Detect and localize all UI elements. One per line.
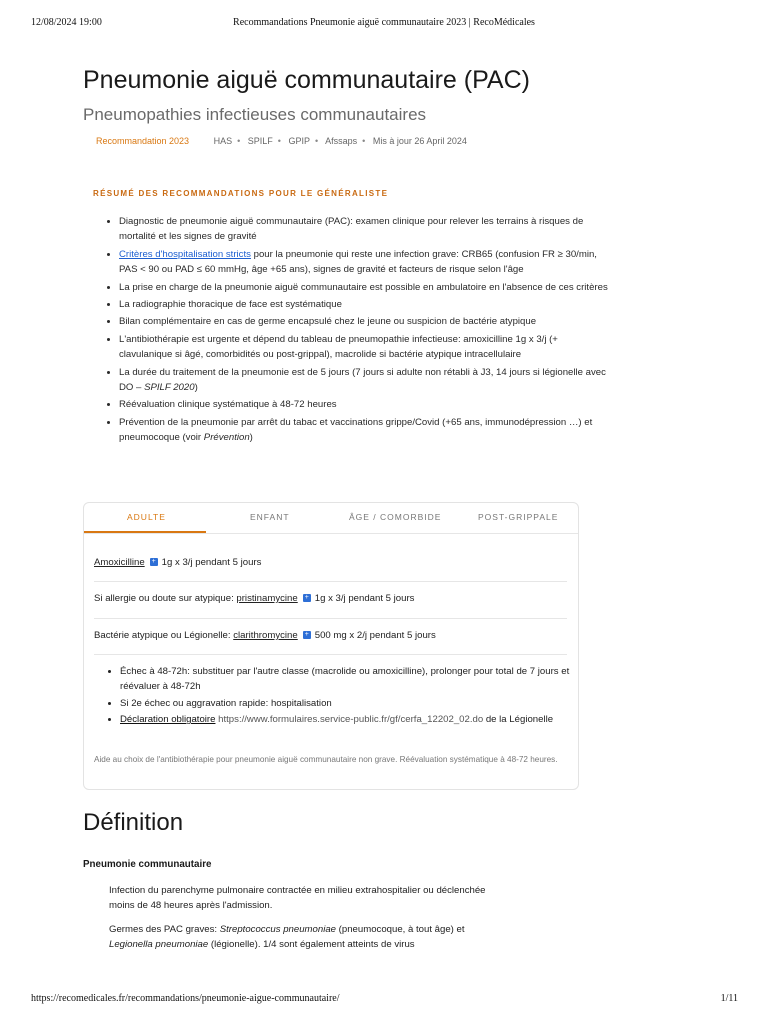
external-link-icon[interactable]: + xyxy=(304,631,309,639)
tab-post-grippale[interactable]: POST-GRIPPALE xyxy=(478,512,559,522)
declaration-link[interactable]: Déclaration obligatoire xyxy=(120,714,216,726)
tab-notes-list xyxy=(94,664,593,729)
divider xyxy=(94,581,567,582)
definition-germs-paragraph: Germes des PAC graves: Streptococcus pneumoniae (pneumocoque, à tout âge) et Legionella pneumoniae (légionelle). 1/4 sont également atteints de virus xyxy=(109,924,465,951)
list-item: • Prévention de la pneumonie par arrêt du tabac et vaccinations grippe/Covid (+65 ans, immunodépression …) et pneumocoque (voir Prévention) xyxy=(119,415,609,446)
source-gpip: GPIP xyxy=(288,136,310,146)
definition-term: Pneumonie communautaire xyxy=(83,859,212,870)
list-item: • Critères d'hospitalisation stricts pour la pneumonie qui reste une infection grave: CRB65 (confusion FR ≥ 30/min, PAS < 90 ou PAD ≤ 60 mmHg, âge +65 ans), signes de gravité et facteurs de risque selon l'âge xyxy=(119,247,609,278)
source-has: HAS xyxy=(213,136,233,146)
drug-link-amoxicilline[interactable]: Amoxicilline xyxy=(94,557,145,568)
updated-date: Mis à jour 26 April 2024 xyxy=(372,136,467,146)
summary-heading: RÉSUMÉ DES RECOMMANDATIONS POUR LE GÉNÉRALISTE xyxy=(93,189,389,198)
list-item: • Si 2e échec ou aggravation rapide: hospitalisation xyxy=(120,696,593,711)
list-item: • Échec à 48-72h: substituer par l'autre classe (macrolide ou amoxicilline), prolonger pour total de 7 jours et réévaluer à 48-72h xyxy=(120,664,593,695)
source-spilf: SPILF xyxy=(247,136,273,146)
list-item: • L'antibiothérapie est urgente et dépend du tableau de pneumopathie infectieuse: amoxicilline 1g x 3/j (+ clavulanique si âgé, comorbidités ou post-grippal), macrolide si bactérie atypique intracellulaire xyxy=(119,332,609,363)
page-number: 1/11 xyxy=(720,993,738,1004)
list-item: • Bilan complémentaire en cas de germe encapsulé chez le jeune ou suspicion de bactérie atypique xyxy=(119,314,609,329)
tab-bar xyxy=(84,503,578,534)
list-item: • La durée du traitement de la pneumonie est de 5 jours (7 jours si adulte non rétabli à J3, 14 jours si légionelle avec DO – SPILF 2020) xyxy=(119,365,609,396)
definition-paragraph: Infection du parenchyme pulmonaire contractée en milieu extrahospitalier ou déclenchée moins de 48 heures après l'admission. xyxy=(109,885,486,912)
section-heading-definition: Définition xyxy=(83,809,184,836)
list-item: • La prise en charge de la pneumonie aiguë communautaire est possible en ambulatoire en l'absence de ces critères xyxy=(119,280,609,295)
list-item: • La radiographie thoracique de face est systématique xyxy=(119,297,609,312)
print-header xyxy=(0,17,768,31)
divider xyxy=(94,654,567,655)
drug-link-pristinamycine[interactable]: pristinamycine xyxy=(236,593,298,604)
hospitalisation-criteria-link[interactable]: Critères d'hospitalisation stricts xyxy=(119,248,251,260)
active-tab-indicator xyxy=(84,531,206,533)
treatment-row-clarithromycine: Bactérie atypique ou Légionelle: clarithromycine + 500 mg x 2/j pendant 5 jours xyxy=(94,630,436,641)
print-footer xyxy=(0,993,768,1007)
recommendation-badge: Recommandation 2023 xyxy=(96,136,190,146)
print-doc-title: Recommandations Pneumonie aiguë communautaire 2023 | RecoMédicales xyxy=(233,17,535,28)
external-link-icon[interactable]: + xyxy=(151,558,156,566)
list-item: • Diagnostic de pneumonie aiguë communautaire (PAC): examen clinique pour relever les terrains à risques de mortalité et les signes de gravité xyxy=(119,214,609,245)
divider xyxy=(94,618,567,619)
treatment-row-amoxicilline: Amoxicilline + 1g x 3/j pendant 5 jours xyxy=(94,557,262,568)
tab-adulte[interactable]: ADULTE xyxy=(127,512,166,522)
tab-age-comorbide[interactable]: ÂGE / COMORBIDE xyxy=(349,512,442,522)
meta-line: Recommandation 2023 HAS • SPILF • GPIP • Afssaps • Mis à jour 26 April 2024 xyxy=(96,136,467,146)
list-item: • Déclaration obligatoire https://www.formulaires.service-public.fr/gf/cerfa_12202_02.do de la Légionelle xyxy=(120,712,593,727)
drug-link-clarithromycine[interactable]: clarithromycine xyxy=(233,630,298,641)
declaration-url[interactable]: https://www.formulaires.service-public.fr/gf/cerfa_12202_02.do xyxy=(218,714,484,726)
list-item: • Réévaluation clinique systématique à 48-72 heures xyxy=(119,397,609,412)
print-date: 12/08/2024 19:00 xyxy=(31,17,102,28)
print-url: https://recomedicales.fr/recommandations/pneumonie-aigue-communautaire/ xyxy=(31,993,340,1004)
page-title: Pneumonie aiguë communautaire (PAC) xyxy=(83,66,530,94)
tab-enfant[interactable]: ENFANT xyxy=(250,512,290,522)
antibiotic-tabs-card xyxy=(83,502,579,790)
external-link-icon[interactable]: + xyxy=(304,594,309,602)
tab-caption: Aide au choix de l'antibiothérapie pour pneumonie aiguë communautaire non grave. Réévaluation systématique à 48-72 heures. xyxy=(94,755,558,764)
page-subtitle: Pneumopathies infectieuses communautaires xyxy=(83,105,427,124)
source-afssaps: Afssaps xyxy=(325,136,358,146)
summary-list xyxy=(83,214,609,448)
treatment-row-pristinamycine: Si allergie ou doute sur atypique: pristinamycine + 1g x 3/j pendant 5 jours xyxy=(94,593,415,604)
